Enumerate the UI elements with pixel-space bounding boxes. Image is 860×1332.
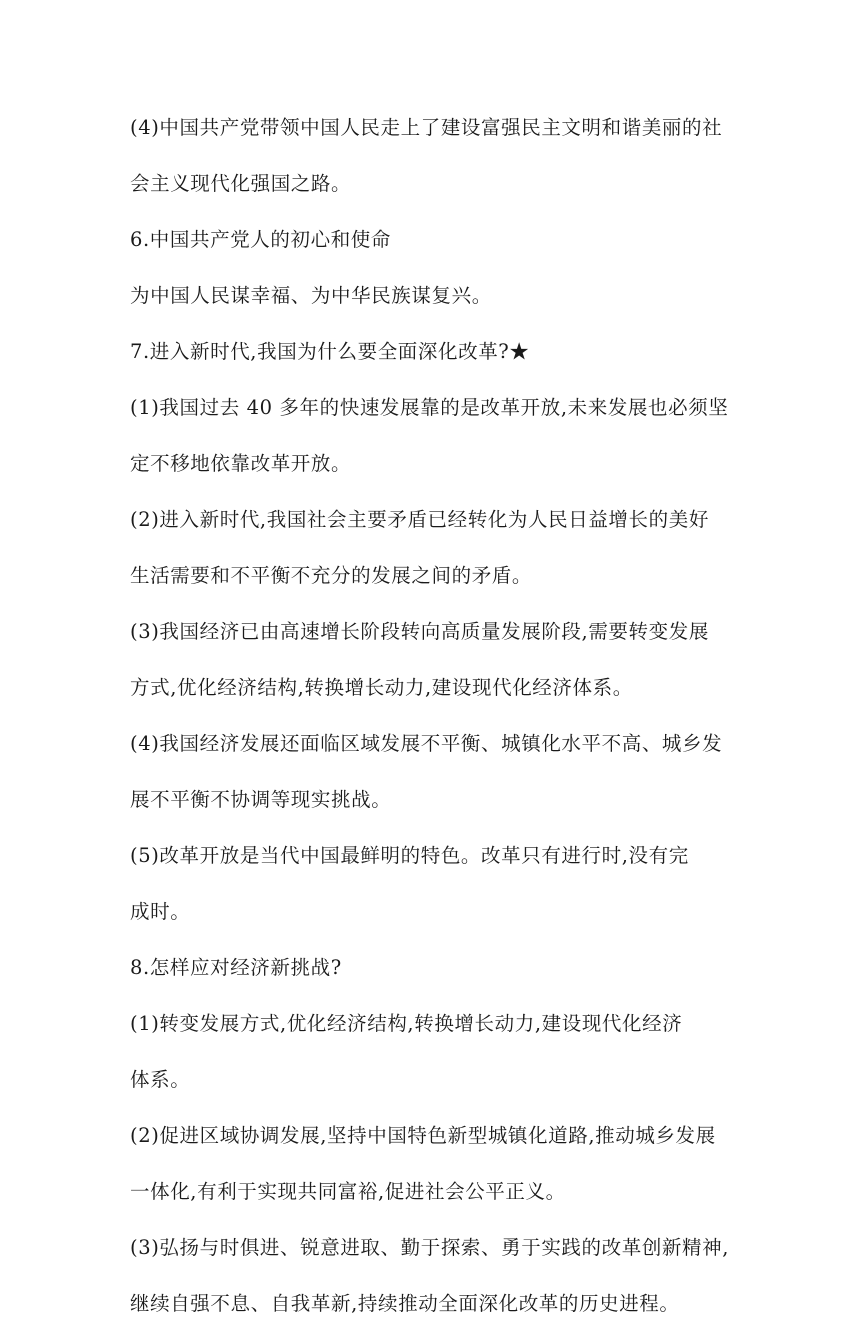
section-heading: 8.怎样应对经济新挑战? (130, 956, 342, 979)
text-line: 生活需要和不平衡不充分的发展之间的矛盾。 (130, 564, 533, 587)
section-heading: 7.进入新时代,我国为什么要全面深化改革?★ (130, 340, 530, 363)
text-line: (4)中国共产党带领中国人民走上了建设富强民主文明和谐美丽的社 (130, 116, 723, 139)
text-line: (4)我国经济发展还面临区域发展不平衡、城镇化水平不高、城乡发 (130, 732, 723, 755)
text-line: 会主义现代化强国之路。 (130, 172, 352, 195)
text-line: 为中国人民谋幸福、为中华民族谋复兴。 (130, 284, 492, 307)
text-line: 展不平衡不协调等现实挑战。 (130, 788, 392, 811)
text-line: 继续自强不息、自我革新,持续推动全面深化改革的历史进程。 (130, 1292, 680, 1315)
text-line: 体系。 (130, 1068, 191, 1091)
text-line: (2)进入新时代,我国社会主要矛盾已经转化为人民日益增长的美好 (130, 508, 709, 531)
text-line: (5)改革开放是当代中国最鲜明的特色。改革只有进行时,没有完 (130, 844, 689, 867)
text-line: 定不移地依靠改革开放。 (130, 452, 352, 475)
text-line: (3)我国经济已由高速增长阶段转向高质量发展阶段,需要转变发展 (130, 620, 709, 643)
text-line: (2)促进区域协调发展,坚持中国特色新型城镇化道路,推动城乡发展 (130, 1124, 716, 1147)
text-line: (3)弘扬与时俱进、锐意进取、勤于探索、勇于实践的改革创新精神, (130, 1236, 730, 1259)
text-line: 一体化,有利于实现共同富裕,促进社会公平正义。 (130, 1180, 566, 1203)
section-heading: 6.中国共产党人的初心和使命 (130, 228, 392, 251)
text-line: (1)我国过去 40 多年的快速发展靠的是改革开放,未来发展也必须坚 (130, 396, 729, 419)
text-line: 方式,优化经济结构,转换增长动力,建设现代化经济体系。 (130, 676, 633, 699)
document-page (130, 100, 740, 1332)
text-line: (1)转变发展方式,优化经济结构,转换增长动力,建设现代化经济 (130, 1012, 683, 1035)
text-line: 成时。 (130, 900, 191, 923)
